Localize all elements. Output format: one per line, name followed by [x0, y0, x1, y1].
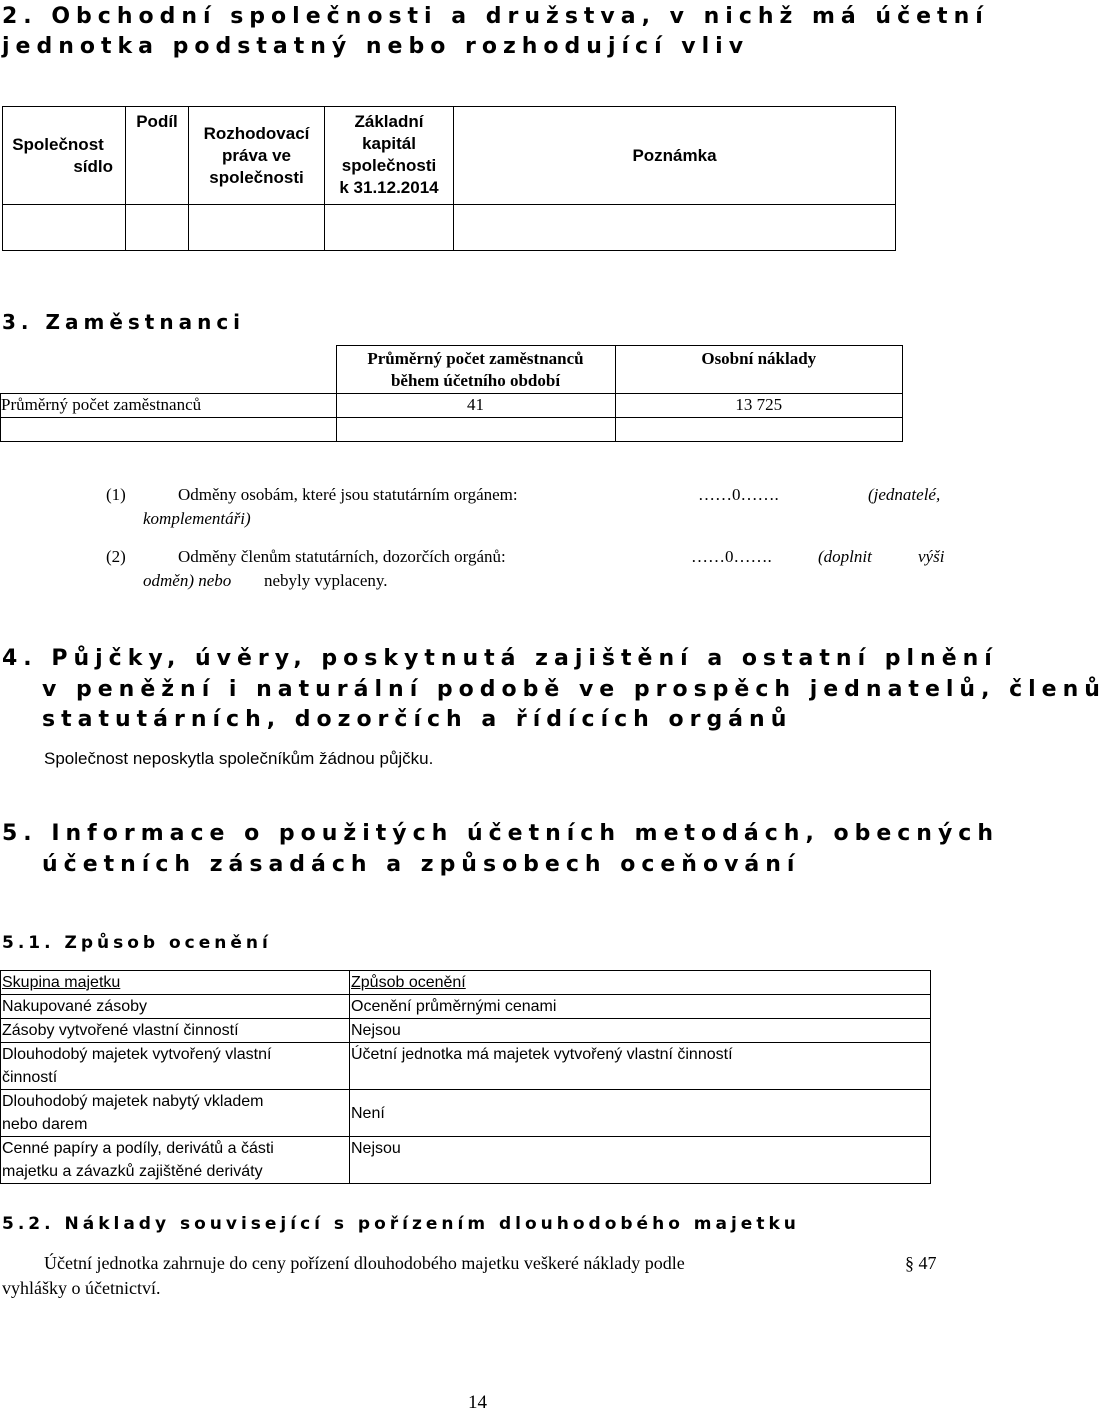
header-personal-costs	[615, 346, 903, 394]
empty-cell	[3, 205, 126, 251]
section-4-heading-line-1: 4. Půjčky, úvěry, poskytnutá zajištění a ostatní plnění	[2, 646, 998, 671]
employees-header-row	[1, 346, 903, 394]
col-share-label: Podíl	[136, 112, 178, 131]
group-cell: Zásoby vytvořené vlastní činností	[1, 1019, 350, 1043]
col-capital-line-1: Základní	[354, 112, 424, 131]
method-cell: Účetní jednotka má majetek vytvořený vlastní činností	[350, 1043, 931, 1090]
valuation-row	[1, 1019, 931, 1043]
group-line-1: Cenné papíry a podíly, derivátů a části	[2, 1140, 274, 1157]
employees-data-row	[1, 394, 903, 418]
page-number: 14	[468, 1392, 487, 1413]
group-line-2: činností	[2, 1069, 58, 1086]
col-capital-line-4: k 31.12.2014	[339, 178, 439, 197]
valuation-row	[1, 1043, 931, 1090]
col-note-label: Poznámka	[632, 146, 717, 165]
item-2-note-end: nebyly vyplaceny.	[264, 571, 388, 590]
group-cell	[1, 1043, 350, 1090]
col-capital-line-2: kapitál	[362, 134, 416, 153]
empty-cell	[336, 418, 615, 442]
col-company	[3, 107, 126, 205]
employees-header-empty	[1, 346, 337, 394]
col-capital	[325, 107, 454, 205]
valuation-row	[1, 1137, 931, 1184]
header-avg-line-1: Průměrný počet zaměstnanců	[367, 349, 584, 368]
group-line-2: nebo darem	[2, 1116, 88, 1133]
section-4-heading-line-3: statutárních, dozorčích a řídících orgánů	[42, 707, 793, 732]
item-1-note-cont: komplementáři)	[143, 509, 251, 528]
section-2-heading-line-2: jednotka podstatný nebo rozhodující vliv	[2, 34, 750, 59]
group-line-2: majetku a závazků zajištěné deriváty	[2, 1163, 263, 1180]
method-cell: Nejsou	[350, 1137, 931, 1184]
section-5-heading-line-1: 5. Informace o použitých účetních metodách, obecných	[2, 821, 999, 846]
header-avg-line-2: během účetního období	[390, 371, 561, 390]
valuation-header-row	[1, 971, 931, 995]
valuation-row	[1, 995, 931, 1019]
item-1-text: Odměny osobám, které jsou statutárním orgánem:	[178, 485, 518, 504]
group-line-1: Dlouhodobý majetek nabytý vkladem	[2, 1093, 264, 1110]
item-2-text: Odměny členům statutárních, dozorčích orgánů:	[178, 547, 506, 566]
row-costs-value: 13 725	[615, 394, 903, 418]
method-cell: Ocenění průměrnými cenami	[350, 995, 931, 1019]
empty-cell	[615, 418, 903, 442]
col-share	[126, 107, 189, 205]
header-method: Způsob ocenění	[350, 971, 931, 995]
section-5-1-heading: 5.1. Způsob ocenění	[2, 933, 272, 953]
empty-cell	[1, 418, 337, 442]
employees-empty-row	[1, 418, 903, 442]
item-1-value: ……0…….	[698, 485, 779, 504]
col-capital-line-3: společnosti	[341, 156, 437, 175]
row-label: Průměrný počet zaměstnanců	[1, 394, 337, 418]
section-3-heading: 3. Zaměstnanci	[2, 310, 246, 334]
col-voting	[189, 107, 325, 205]
group-cell	[1, 1137, 350, 1184]
affiliates-empty-row	[3, 205, 896, 251]
section-5-2-text-line-2: vyhlášky o účetnictví.	[2, 1278, 161, 1298]
empty-cell	[189, 205, 325, 251]
method-cell: Není	[350, 1090, 931, 1137]
item-1-note: (jednatelé,	[868, 485, 941, 504]
employees-table	[0, 345, 903, 442]
section-4-heading-line-2: v peněžní i naturální podobě ve prospěch jednatelů, členů	[42, 677, 1106, 702]
item-2-note-cont: odměn) nebo	[143, 571, 232, 590]
section-2-heading-line-1: 2. Obchodní společnosti a družstva, v nichž má účetní	[2, 4, 989, 29]
col-company-line-2: sídlo	[73, 156, 113, 176]
group-line-1: Dlouhodobý majetek vytvořený vlastní	[2, 1046, 272, 1063]
section-4-text: Společnost neposkytla společníkům žádnou půjčku.	[44, 749, 434, 768]
group-cell: Nakupované zásoby	[1, 995, 350, 1019]
item-2-number: (2)	[106, 547, 126, 566]
col-voting-line-3: společnosti	[209, 168, 304, 187]
item-2-note: (doplnit	[818, 547, 872, 566]
valuation-table	[0, 970, 931, 1184]
col-voting-line-2: práva ve	[222, 146, 291, 165]
section-5-heading-line-2: účetních zásadách a způsobech oceňování	[42, 852, 801, 877]
section-5-2-text-line-1: Účetní jednotka zahrnuje do ceny pořízení dlouhodobého majetku veškeré náklady podle	[44, 1253, 685, 1273]
header-group: Skupina majetku	[1, 971, 350, 995]
row-avg-value: 41	[336, 394, 615, 418]
item-2-value: ……0…….	[691, 547, 772, 566]
method-cell: Nejsou	[350, 1019, 931, 1043]
section-5-2-paragraph-ref: § 47	[905, 1253, 937, 1273]
col-company-line-1: Společnost	[12, 134, 104, 154]
affiliates-table	[2, 106, 896, 251]
item-1-number: (1)	[106, 485, 126, 504]
valuation-row	[1, 1090, 931, 1137]
group-cell	[1, 1090, 350, 1137]
header-avg-employees	[336, 346, 615, 394]
header-costs-label: Osobní náklady	[701, 349, 817, 368]
empty-cell	[454, 205, 896, 251]
affiliates-header-row	[3, 107, 896, 205]
section-5-2-heading: 5.2. Náklady související s pořízením dlouhodobého majetku	[2, 1214, 800, 1234]
empty-cell	[325, 205, 454, 251]
col-voting-line-1: Rozhodovací	[203, 124, 310, 143]
empty-cell	[126, 205, 189, 251]
col-note	[454, 107, 896, 205]
item-2-note-b: výši	[918, 547, 945, 566]
